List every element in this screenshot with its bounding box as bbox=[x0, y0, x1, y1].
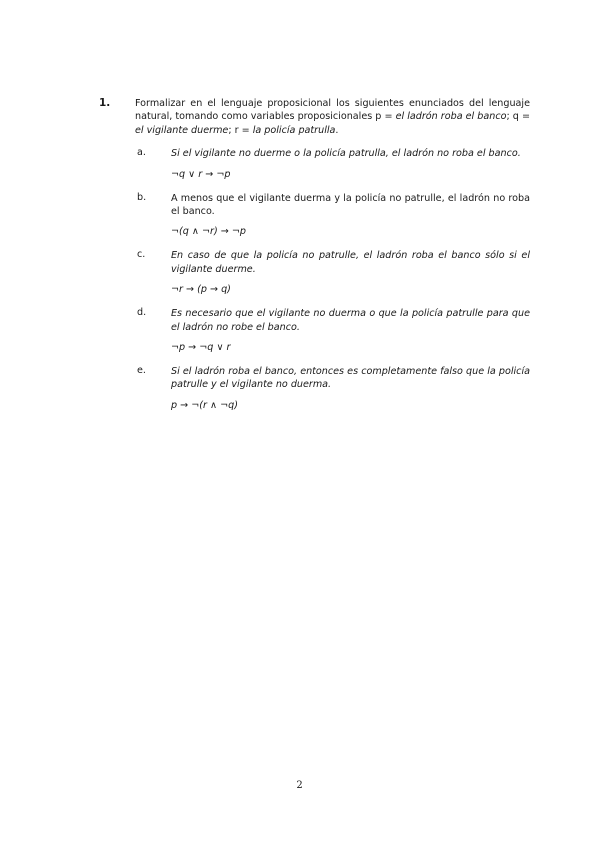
exercise-1 bbox=[99, 97, 530, 423]
sub-item-letter: d. bbox=[137, 307, 147, 319]
page-number: 2 bbox=[296, 780, 303, 791]
sub-item-b bbox=[99, 192, 530, 239]
sub-item-d bbox=[99, 307, 530, 354]
sub-items-list bbox=[99, 147, 530, 412]
sub-item-formula: ¬q ∨ r → ¬p bbox=[171, 168, 231, 180]
sub-item-letter: b. bbox=[137, 191, 147, 203]
statement-part-3: ; r = bbox=[228, 124, 253, 136]
exercise-statement bbox=[135, 97, 530, 137]
sub-item-a bbox=[99, 147, 530, 180]
sub-item-sentence: A menos que el vigilante duerma y la policía no patrulle, el ladrón no roba el banco. bbox=[171, 192, 530, 218]
sub-item-formula: ¬r → (p → q) bbox=[171, 284, 231, 296]
sub-item-formula: p → ¬(r ∧ ¬q) bbox=[171, 399, 238, 411]
statement-part-2: ; q = bbox=[506, 111, 530, 123]
sub-item-sentence: Si el ladrón roba el banco, entonces es completamente falso que la policía patrulle y el vigilante no duerma. bbox=[171, 366, 530, 391]
statement-part-4: . bbox=[335, 124, 339, 136]
sub-item-letter: c. bbox=[137, 249, 146, 261]
sub-item-c bbox=[99, 249, 530, 296]
statement-part-1: Formalizar en el lenguaje proposicional los siguientes enunciados del lenguaje natural, tomando como variables proposicionales p = bbox=[135, 98, 530, 123]
sub-item-sentence: Si el vigilante no duerme o la policía patrulla, el ladrón no roba el banco. bbox=[171, 148, 521, 160]
sub-item-e bbox=[99, 365, 530, 412]
sub-item-sentence: En caso de que la policía no patrulle, el ladrón roba el banco sólo si el vigilante duerme. bbox=[171, 250, 530, 275]
sub-item-letter: e. bbox=[137, 365, 146, 377]
sub-item-sentence: Es necesario que el vigilante no duerma o que la policía patrulle para que el ladrón no robe el banco. bbox=[171, 308, 530, 333]
sub-item-formula: ¬p → ¬q ∨ r bbox=[171, 342, 231, 354]
sub-item-formula: ¬(q ∧ ¬r) → ¬p bbox=[171, 226, 246, 238]
variable-q-meaning: el vigilante duerme bbox=[135, 124, 229, 136]
sub-item-letter: a. bbox=[137, 147, 146, 159]
variable-r-meaning: la policía patrulla bbox=[252, 124, 336, 136]
exercise-number: 1. bbox=[99, 97, 111, 109]
variable-p-meaning: el ladrón roba el banco bbox=[395, 111, 507, 123]
